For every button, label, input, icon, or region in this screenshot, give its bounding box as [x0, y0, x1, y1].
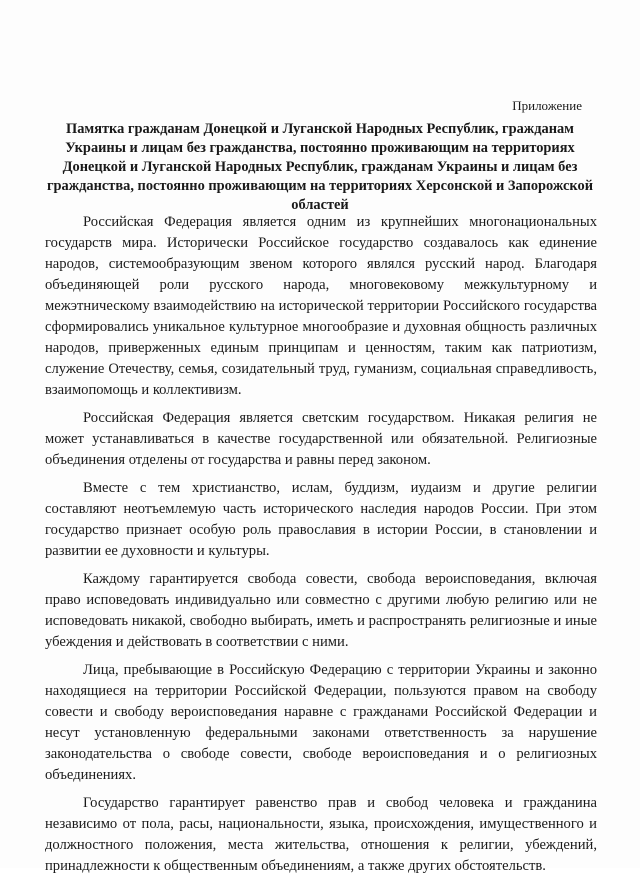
paragraph-1: Российская Федерация является одним из крупнейших многонациональных государств мира. Исторически Российское государство создавалось как единение народов, системообразующим звеном которого являлся русский народ. Благодаря объединяющей роли русского народа, многовековому межкультурному и межэтническому взаимодействию на исторической территории Российского государства сформировались уникальное культурное многообразие и духовная общность различных народов, приверженных единым принципам и ценностям, таким как патриотизм, служение Отечеству, семья, созидательный труд, гуманизм, социальная справедливость, взаимопомощь и коллективизм. [45, 214, 597, 398]
paragraph-5: Лица, пребывающие в Российскую Федерацию с территории Украины и законно находящиеся на территории Российской Федерации, пользуются правом на свободу совести и свободу вероисповедания наравне с гражданами Российской Федерации и несут установленную федеральными законами ответственность за нарушение законодательства о свободе совести, свободе вероисповедания и о религиозных объединениях. [45, 662, 597, 783]
document-body [45, 212, 597, 884]
appendix-label: Приложение [512, 98, 582, 113]
paragraph-6: Государство гарантирует равенство прав и свобод человека и гражданина независимо от пола, расы, национальности, языка, происхождения, имущественного и должностного положения, места жительства, отношения к религии, убеждений, принадлежности к общественным объединениям, а также других обстоятельств. [45, 795, 597, 874]
paragraph-4: Каждому гарантируется свобода совести, свобода вероисповедания, включая право исповедовать индивидуально или совместно с другими любую религию или не исповедовать никакой, свободно выбирать, иметь и распространять религиозные и иные убеждения и действовать в соответствии с ними. [45, 571, 597, 650]
paragraph-2: Российская Федерация является светским государством. Никакая религия не может устанавливаться в качестве государственной или обязательной. Религиозные объединения отделены от государства и равны перед законом. [45, 410, 597, 468]
document-title: Памятка гражданам Донецкой и Луганской Народных Республик, гражданам Украины и лицам без гражданства, постоянно проживающим на территориях Донецкой и Луганской Народных Республик, гражданам Украины и лицам без гражданства, постоянно проживающим на территориях Херсонской и Запорожской областей [46, 121, 594, 213]
paragraph-3: Вместе с тем христианство, ислам, буддизм, иудаизм и другие религии составляют неотъемлемую часть исторического наследия народов России. При этом государство признает особую роль православия в истории России, в становлении и развитии ее духовности и культуры. [45, 480, 597, 559]
